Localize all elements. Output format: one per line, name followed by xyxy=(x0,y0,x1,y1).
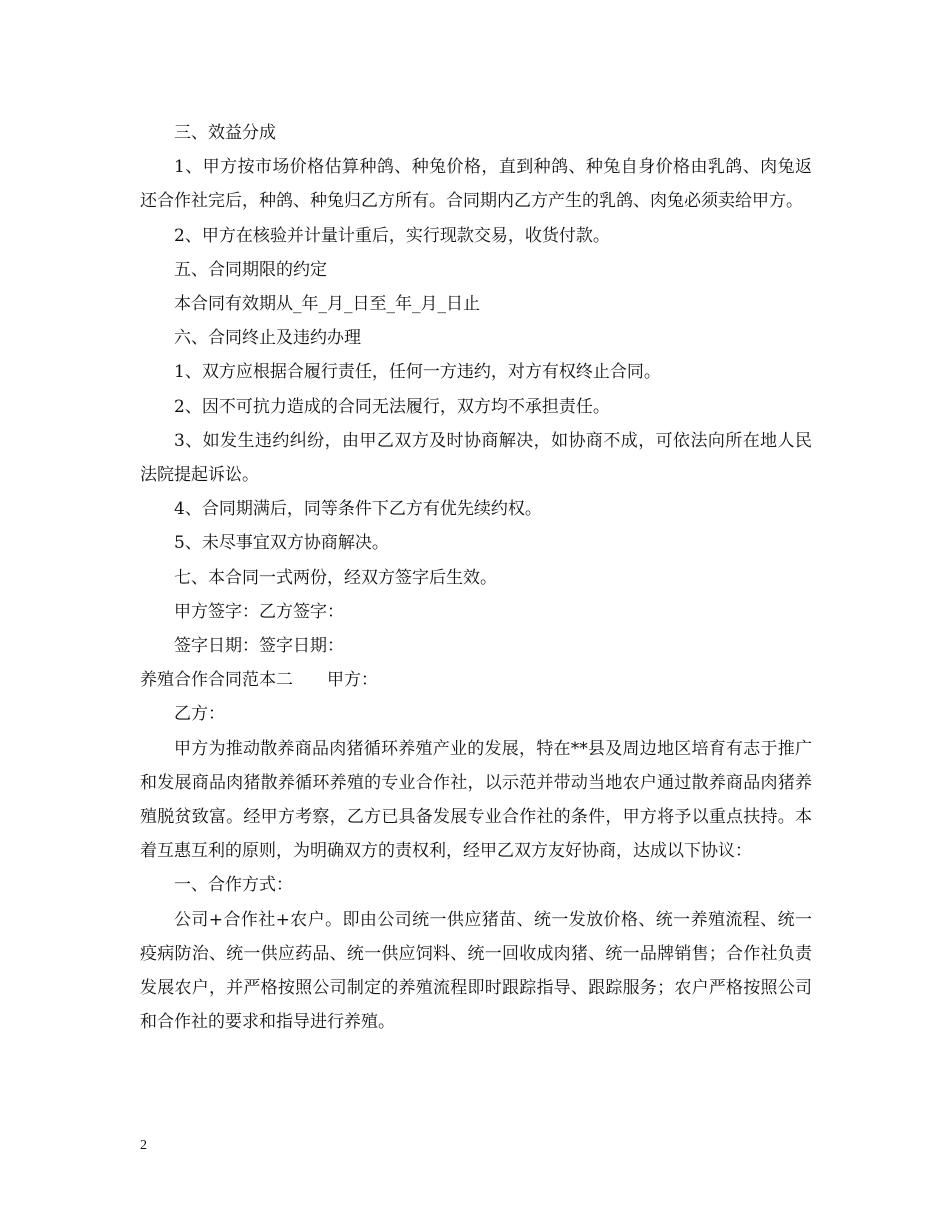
signature-date-line: 签字日期：签字日期： xyxy=(174,636,344,657)
signature-line: 甲方签字：乙方签字： xyxy=(174,601,344,622)
preamble-paragraph: 甲方为推动散养商品肉猪循环养殖产业的发展，特在**县及周边地区培育有志于推广和发展商品肉猪散养循环养殖的专业合作社，以示范并带动当地农户通过散养商品肉猪养殖脱贫致富。经甲方考察，乙方已具备发展专业合作社的条件，甲方将予以重点扶持。本着互惠互利的原则，为明确双方的责权利，经甲乙双方友好协商，达成以下协议： xyxy=(140,738,812,862)
clause-paragraph: 5、未尽事宜双方协商解决。 xyxy=(174,533,389,554)
clause-paragraph: 1、双方应根据合履行责任，任何一方违约，对方有权终止合同。 xyxy=(174,362,661,383)
clause-paragraph: 2、甲方在核验并计量计重后，实行现款交易，收货付款。 xyxy=(174,225,610,246)
clause-paragraph: 4、合同期满后，同等条件下乙方有优先续约权。 xyxy=(174,499,542,520)
clause-paragraph: 1、甲方按市场价格估算种鸽、种兔价格，直到种鸽、种兔自身价格由乳鸽、肉兔返还合作社完后，种鸽、种兔归乙方所有。合同期内乙方产生的乳鸽、肉兔必须卖给甲方。 xyxy=(140,157,812,212)
section-heading-termination: 六、合同终止及违约办理 xyxy=(174,328,361,349)
clause-paragraph: 公司+合作社+农户。即由公司统一供应猪苗、统一发放价格、统一养殖流程、统一疫病防治、统一供应药品、统一供应饲料、统一回收成肉猪、统一品牌销售；合作社负责发展农户，并严格按照公司制定的养殖流程即时跟踪指导、跟踪服务；农户严格按照公司和合作社的要求和指导进行养殖。 xyxy=(140,909,812,1033)
clause-paragraph: 本合同有效期从_年_月_日至_年_月_日止 xyxy=(174,294,480,315)
clause-paragraph: 2、因不可抗力造成的合同无法履行，双方均不承担责任。 xyxy=(174,396,610,417)
party-b-line: 乙方： xyxy=(174,704,225,725)
clause-paragraph: 3、如发生违约纠纷，由甲乙双方及时协商解决，如协商不成，可依法向所在地人民法院提起诉讼。 xyxy=(140,430,812,486)
section-heading-effectiveness: 七、本合同一式两份，经双方签字后生效。 xyxy=(174,567,497,588)
section-heading-term: 五、合同期限的约定 xyxy=(174,259,327,280)
section-heading-benefit-sharing: 三、效益分成 xyxy=(174,123,276,143)
contract-template-title: 养殖合作合同范本二 甲方： xyxy=(140,670,378,691)
section-heading-cooperation-mode: 一、合作方式： xyxy=(174,875,293,896)
document-body xyxy=(140,116,812,1039)
page-number: 2 xyxy=(140,1138,147,1153)
